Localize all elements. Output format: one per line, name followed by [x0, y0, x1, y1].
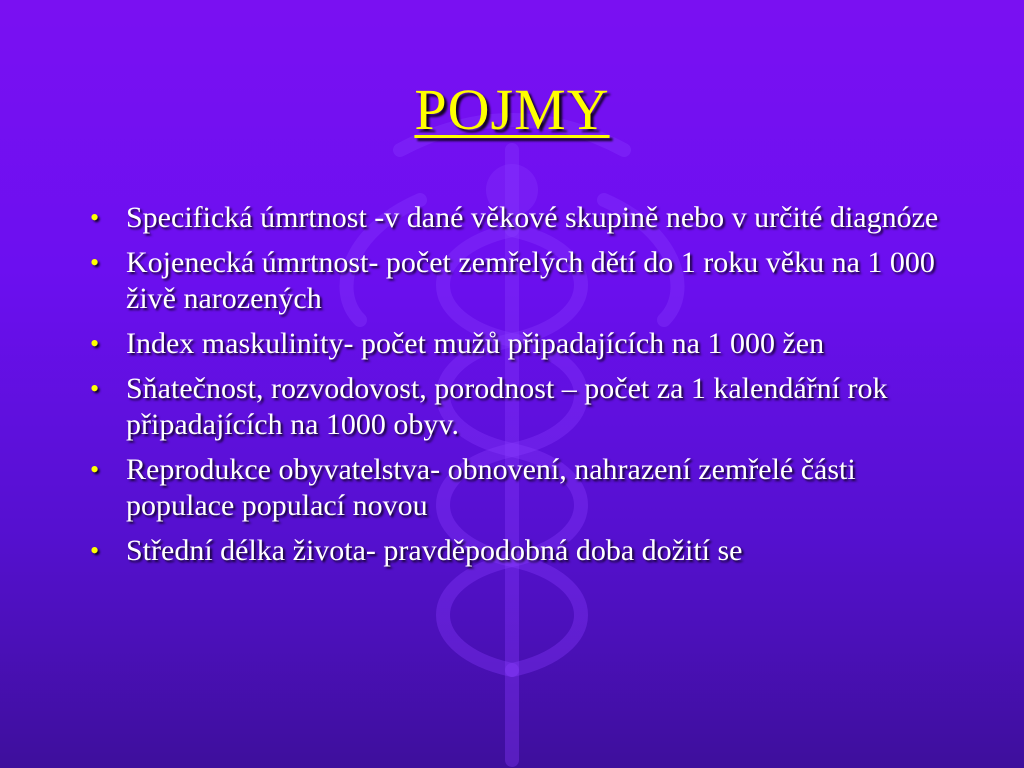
page-title: POJMY	[414, 77, 610, 142]
list-item	[86, 533, 956, 569]
bullet-icon: •	[90, 374, 100, 403]
list-item	[86, 200, 956, 236]
bullet-text: Reprodukce obyvatelstva- obnovení, nahrazení zemřelé části populace populací novou	[126, 453, 856, 522]
bullet-text: Specifická úmrtnost -v dané věkové skupině nebo v určité diagnóze	[126, 201, 939, 234]
list-item	[86, 452, 956, 524]
list-item	[86, 371, 956, 443]
bullet-icon: •	[90, 329, 100, 358]
bullet-icon: •	[90, 455, 100, 484]
bullet-text: Index maskulinity- počet mužů připadajících na 1 000 žen	[126, 327, 825, 360]
bullet-icon: •	[90, 536, 100, 565]
bullet-text: Střední délka života- pravděpodobná doba dožití se	[126, 534, 743, 567]
bullet-text: Kojenecká úmrtnost- počet zemřelých dětí do 1 roku věku na 1 000 živě narozených	[126, 246, 935, 315]
bullet-icon: •	[90, 248, 100, 277]
list-item	[86, 245, 956, 317]
bullet-text: Sňatečnost, rozvodovost, porodnost – počet za 1 kalendářní rok připadajících na 1000 obyv.	[126, 372, 888, 441]
list-item	[86, 326, 956, 362]
bullet-list	[86, 200, 956, 578]
bullet-icon: •	[90, 203, 100, 232]
